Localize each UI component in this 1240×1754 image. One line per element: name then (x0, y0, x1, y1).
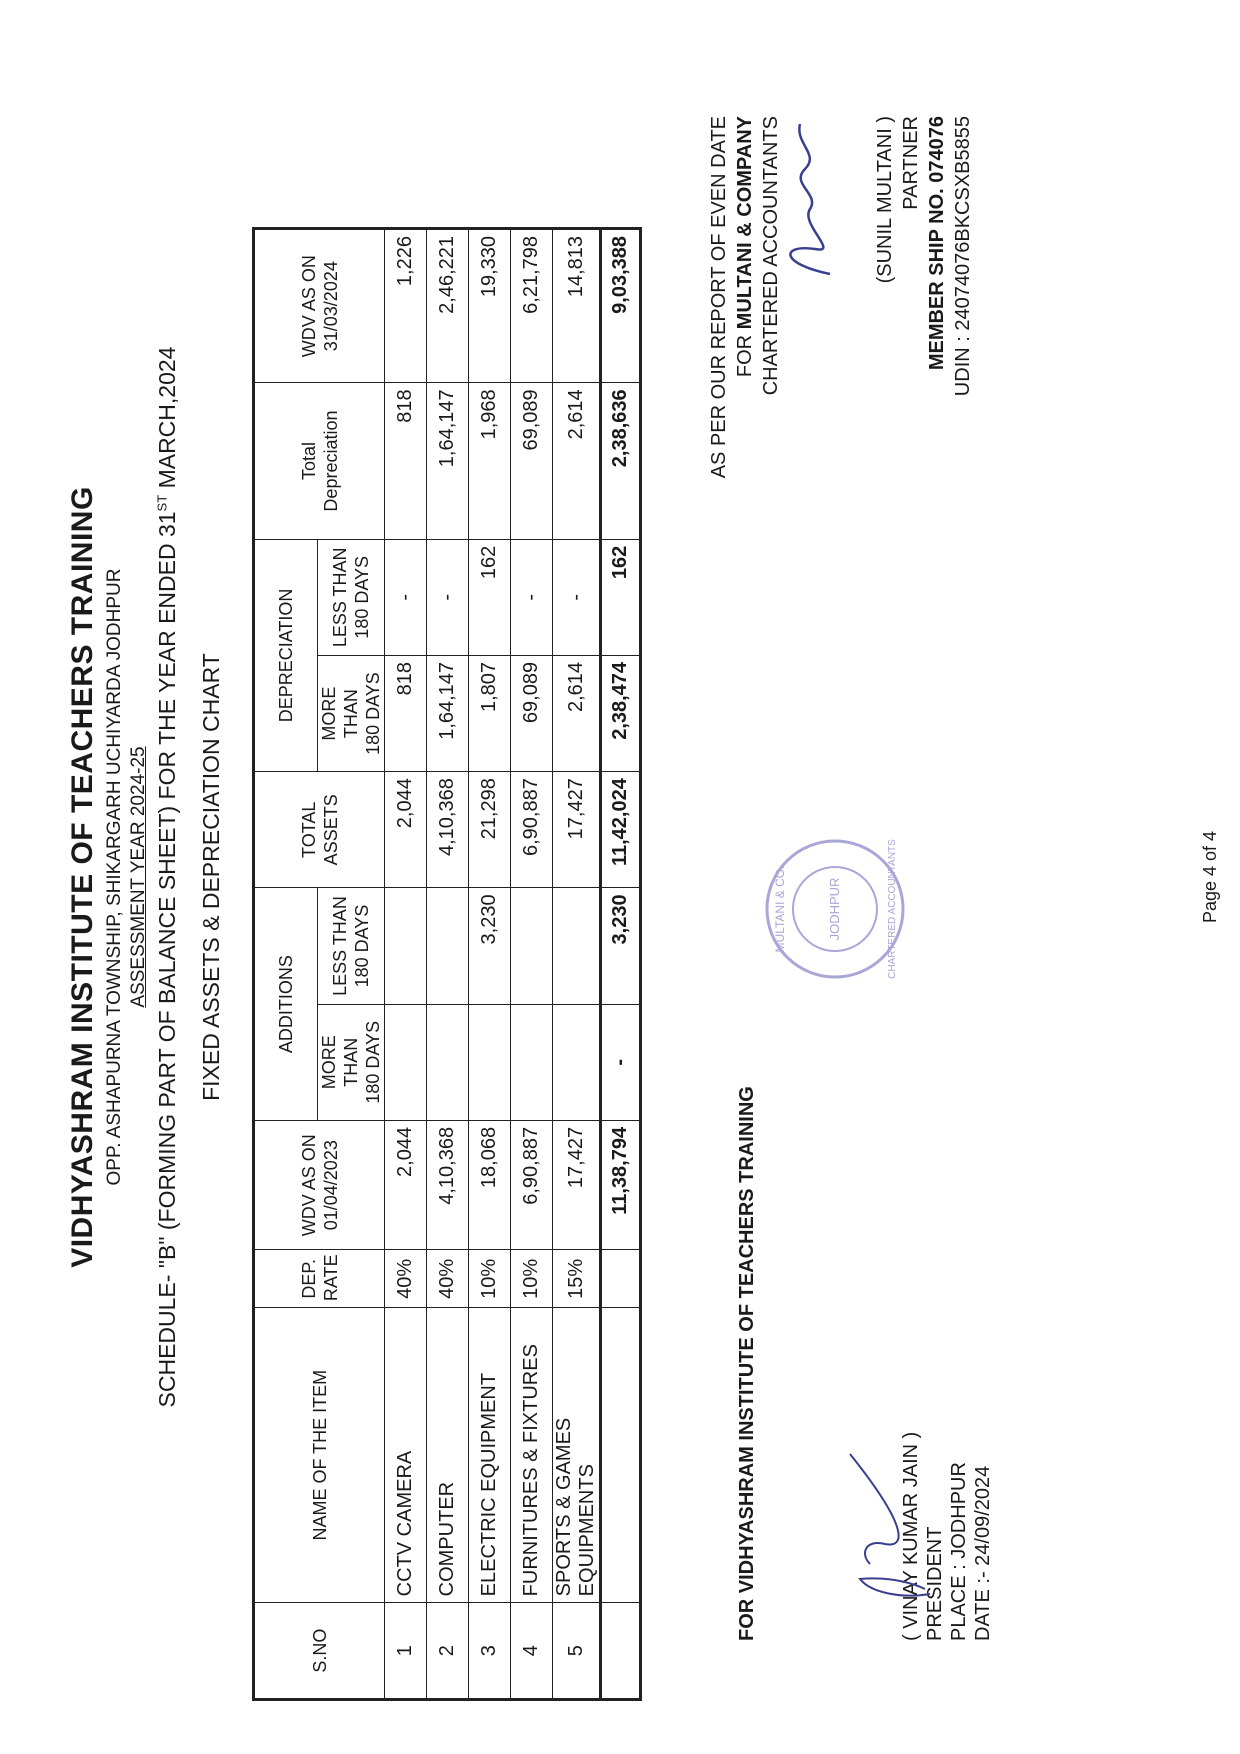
udin-number: UDIN : 24074076BKCSXB5855 (952, 116, 974, 397)
cell-add-less (553, 888, 601, 1004)
cell-name: COMPUTER (427, 1308, 469, 1603)
schedule-title-prefix: SCHEDULE- "B" (FORMING PART OF BALANCE SHEET) FOR THE YEAR ENDED 31 (154, 511, 180, 1408)
cell-rate: 10% (511, 1250, 553, 1308)
cell-name: SPORTS & GAMES EQUIPMENTS (553, 1308, 601, 1603)
cell-rate: 40% (385, 1250, 427, 1308)
svg-text:JODHPUR: JODHPUR (827, 877, 842, 941)
cell-total-dep: 1,968 (469, 383, 511, 539)
partner-name: (SUNIL MULTANI ) (874, 116, 896, 284)
table-row (553, 229, 601, 1700)
schedule-title (154, 0, 181, 1754)
cell-total-dep: 2,614 (553, 383, 601, 539)
totals-name (601, 1308, 641, 1603)
header-total-assets-line2: ASSETS (320, 794, 341, 866)
cell-add-less (385, 888, 427, 1004)
cell-total-assets: 2,044 (385, 772, 427, 888)
header-sno: S.NO (254, 1603, 385, 1700)
cell-wdv-close: 2,46,221 (427, 229, 469, 383)
header-wdv-open (254, 1120, 385, 1250)
header-dep-rate-line2: RATE (320, 1254, 341, 1302)
for-institute-line: FOR VIDHYASHRAM INSTITUTE OF TEACHERS TRAINING (736, 1086, 758, 1641)
auditor-profession: CHARTERED ACCOUNTANTS (760, 116, 782, 396)
header-dep-rate (254, 1250, 385, 1308)
cell-rate: 10% (469, 1250, 511, 1308)
signatory-designation: PRESIDENT (924, 1526, 946, 1641)
totals-add-more: - (601, 1004, 641, 1120)
header-wdv-close (254, 229, 385, 383)
header-dep-less-line2: 180 DAYS (352, 555, 372, 639)
header-add-less-line2: 180 DAYS (352, 904, 372, 988)
assessment-year (128, 0, 150, 1754)
signing-place: PLACE : JODHPUR (948, 1462, 970, 1641)
cell-rate: 15% (553, 1250, 601, 1308)
totals-total-dep: 2,38,636 (601, 383, 641, 539)
totals-dep-more: 2,38,474 (601, 655, 641, 771)
institute-address: OPP. ASHAPURNA TOWNSHIP, SHIKARGARH UCHIYARDA JODHPUR (104, 568, 125, 1186)
schedule-title-sup: ST (154, 494, 170, 512)
cell-wdv-close: 6,21,798 (511, 229, 553, 383)
totals-row (601, 229, 641, 1700)
header-total-dep-line2: Depreciation (320, 410, 341, 512)
firm-seal-stamp-icon (760, 834, 910, 984)
header-total-dep-line1: Total (298, 442, 319, 481)
auditor-firm-name: MULTANI & COMPANY (734, 116, 756, 330)
totals-add-less: 3,230 (601, 888, 641, 1004)
header-dep-less-line1: LESS THAN (330, 547, 350, 648)
cell-add-more (511, 1004, 553, 1120)
header-dep-more-line1: MORE THAN (319, 686, 361, 741)
cell-dep-more: 69,089 (511, 655, 553, 771)
totals-wdv-close: 9,03,388 (601, 229, 641, 383)
cell-sno: 2 (427, 1603, 469, 1700)
header-dep-rate-line1: DEP. (298, 1258, 319, 1299)
header-additions: ADDITIONS (254, 888, 318, 1120)
header-total-assets (254, 772, 385, 888)
cell-dep-more: 818 (385, 655, 427, 771)
cell-sno: 3 (469, 1603, 511, 1700)
signatory-name: ( VINAY KUMAR JAIN ) (900, 1431, 922, 1641)
cell-total-dep: 1,64,147 (427, 383, 469, 539)
table-row (427, 229, 469, 1700)
cell-dep-more: 1,807 (469, 655, 511, 771)
cell-dep-less: - (511, 539, 553, 655)
cell-sno: 1 (385, 1603, 427, 1700)
report-reference: AS PER OUR REPORT OF EVEN DATE (708, 116, 730, 479)
header-total-depreciation (254, 383, 385, 539)
partner-signature-icon (770, 114, 850, 284)
header-additions-more (318, 1004, 385, 1120)
header-add-less-line1: LESS THAN (330, 896, 350, 996)
cell-total-assets: 21,298 (469, 772, 511, 888)
header-wdv-close-line2: 31/03/2024 (320, 261, 341, 352)
membership-number: MEMBER SHIP NO. 074076 (926, 116, 948, 371)
fixed-assets-table (252, 227, 642, 1701)
schedule-title-suffix: MARCH,2024 (154, 346, 180, 495)
cell-add-more (385, 1004, 427, 1120)
cell-total-assets: 6,90,887 (511, 772, 553, 888)
cell-total-dep: 69,089 (511, 383, 553, 539)
cell-dep-less: - (553, 539, 601, 655)
svg-text:CHARTERED ACCOUNTANTS: CHARTERED ACCOUNTANTS (887, 839, 898, 979)
cell-wdv-open: 18,068 (469, 1120, 511, 1250)
header-depreciation-less (318, 539, 385, 655)
header-additions-less (318, 888, 385, 1004)
header-dep-more-line2: 180 DAYS (363, 672, 383, 755)
cell-wdv-open: 4,10,368 (427, 1120, 469, 1250)
asset-rows (385, 229, 601, 1700)
cell-rate: 40% (427, 1250, 469, 1308)
header-wdv-close-line1: WDV AS ON (298, 255, 319, 358)
cell-dep-less: - (427, 539, 469, 655)
totals-wdv-open: 11,38,794 (601, 1120, 641, 1250)
cell-total-assets: 17,427 (553, 772, 601, 888)
auditor-firm-line (732, 116, 758, 664)
auditor-firm-prefix: FOR (734, 329, 756, 378)
cell-wdv-close: 1,226 (385, 229, 427, 383)
cell-sno: 4 (511, 1603, 553, 1700)
header-add-more-line2: 180 DAYS (363, 1020, 383, 1104)
totals-total-assets: 11,42,024 (601, 772, 641, 888)
cell-add-less (427, 888, 469, 1004)
header-depreciation-more (318, 655, 385, 771)
cell-wdv-open: 17,427 (553, 1120, 601, 1250)
cell-wdv-close: 14,813 (553, 229, 601, 383)
cell-total-dep: 818 (385, 383, 427, 539)
cell-wdv-open: 6,90,887 (511, 1120, 553, 1250)
header-wdv-open-line1: WDV AS ON (298, 1134, 319, 1237)
cell-name: CCTV CAMERA (385, 1308, 427, 1603)
cell-add-more (427, 1004, 469, 1120)
partner-title: PARTNER (900, 116, 922, 210)
cell-dep-more: 1,64,147 (427, 655, 469, 771)
chart-title: FIXED ASSETS & DEPRECIATION CHART (198, 653, 224, 1101)
header-wdv-open-line2: 01/04/2023 (320, 1140, 341, 1231)
cell-add-more (553, 1004, 601, 1120)
cell-name: FURNITURES & FIXTURES (511, 1308, 553, 1603)
institute-title: VIDHYASHRAM INSTITUTE OF TEACHERS TRAINING (66, 486, 99, 1268)
table-row (511, 229, 553, 1700)
svg-text:MULTANI & CO.: MULTANI & CO. (773, 865, 787, 953)
assessment-year-text: ASSESSMENT YEAR 2024-25 (128, 746, 149, 1008)
cell-name: ELECTRIC EQUIPMENT (469, 1308, 511, 1603)
cell-wdv-close: 19,330 (469, 229, 511, 383)
cell-total-assets: 4,10,368 (427, 772, 469, 888)
cell-add-less: 3,230 (469, 888, 511, 1004)
cell-add-less (511, 888, 553, 1004)
header-add-more-line1: MORE THAN (319, 1035, 361, 1090)
totals-rate (601, 1250, 641, 1308)
header-total-assets-line1: TOTAL (298, 801, 319, 858)
president-signature-icon (830, 1444, 940, 1634)
table-row (385, 229, 427, 1700)
cell-dep-less: - (385, 539, 427, 655)
totals-dep-less: 162 (601, 539, 641, 655)
signing-date: DATE :- 24/09/2024 (972, 1465, 994, 1641)
table-row (469, 229, 511, 1700)
page-number: Page 4 of 4 (1200, 830, 1220, 924)
cell-add-more (469, 1004, 511, 1120)
cell-dep-less: 162 (469, 539, 511, 655)
totals-sno (601, 1603, 641, 1700)
cell-sno: 5 (553, 1603, 601, 1700)
cell-wdv-open: 2,044 (385, 1120, 427, 1250)
header-depreciation: DEPRECIATION (254, 539, 318, 771)
cell-dep-more: 2,614 (553, 655, 601, 771)
header-item-name: NAME OF THE ITEM (254, 1308, 385, 1603)
